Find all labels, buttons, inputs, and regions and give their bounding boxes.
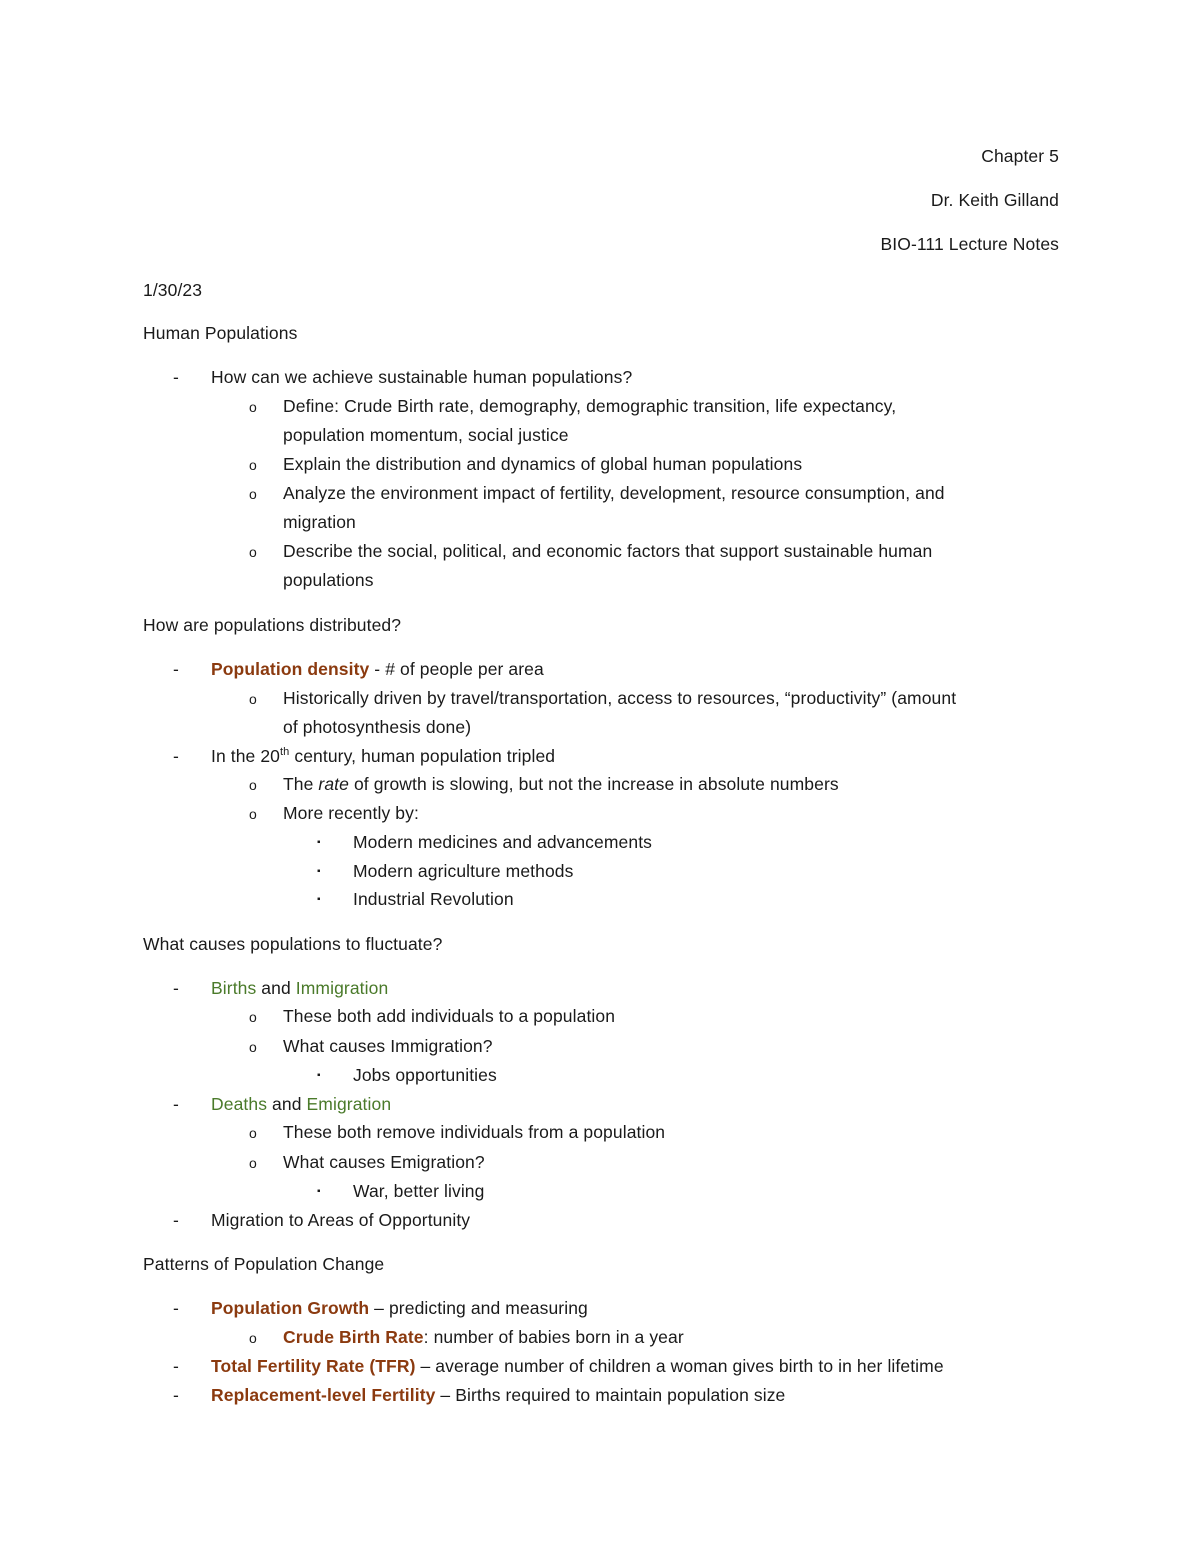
- term-definition: - # of people per area: [369, 659, 544, 679]
- list-item: These both remove individuals from a population: [283, 1122, 666, 1142]
- term-births: Births: [211, 978, 257, 998]
- list-item: Modern agriculture methods: [353, 861, 574, 881]
- list-item: [211, 1297, 588, 1319]
- list-item: Explain the distribution and dynamics of global human populations: [283, 454, 803, 474]
- text-fragment: The: [283, 774, 319, 794]
- author-label: Dr. Keith Gilland: [930, 190, 1059, 210]
- circle-bullet: o: [249, 1125, 257, 1141]
- list-item: War, better living: [353, 1181, 485, 1201]
- dash-bullet: -: [173, 1298, 179, 1318]
- term-population-growth: Population Growth: [211, 1298, 370, 1318]
- dash-bullet: -: [173, 1094, 179, 1114]
- list-item: Jobs opportunities: [353, 1065, 497, 1085]
- circle-bullet: o: [249, 806, 257, 822]
- term-definition: – Births required to maintain population size: [435, 1385, 786, 1405]
- term-emigration: Emigration: [306, 1094, 392, 1114]
- circle-bullet: o: [249, 486, 257, 502]
- term-deaths: Deaths: [211, 1094, 268, 1114]
- section-heading: What causes populations to fluctuate?: [143, 934, 443, 954]
- list-item: [283, 773, 839, 795]
- circle-bullet: o: [249, 777, 257, 793]
- list-item-continuation: populations: [283, 570, 374, 590]
- dash-bullet: -: [173, 659, 179, 679]
- term-definition: – predicting and measuring: [369, 1298, 588, 1318]
- section-heading: Human Populations: [143, 323, 298, 343]
- square-bullet: ▪: [317, 837, 321, 848]
- dash-bullet: -: [173, 1385, 179, 1405]
- list-item: [211, 1093, 391, 1115]
- square-bullet: ▪: [317, 894, 321, 905]
- list-item: Migration to Areas of Opportunity: [211, 1210, 471, 1230]
- list-item: [211, 1384, 785, 1406]
- text-fragment: century, human population tripled: [289, 746, 556, 766]
- term-population-density: Population density: [211, 659, 370, 679]
- square-bullet: ▪: [317, 866, 321, 877]
- superscript: th: [280, 746, 290, 759]
- text-fragment: and: [267, 1094, 307, 1114]
- list-item: Analyze the environment impact of fertility, development, resource consumption, and: [283, 483, 945, 503]
- text-fragment: In the 20: [211, 746, 281, 766]
- circle-bullet: o: [249, 1330, 257, 1346]
- dash-bullet: -: [173, 1356, 179, 1376]
- list-item: More recently by:: [283, 803, 419, 823]
- circle-bullet: o: [249, 544, 257, 560]
- square-bullet: ▪: [317, 1070, 321, 1081]
- list-item: What causes Emigration?: [283, 1152, 485, 1172]
- emphasis: rate: [318, 774, 349, 794]
- list-item-continuation: population momentum, social justice: [283, 425, 569, 445]
- course-label: BIO-111 Lecture Notes: [880, 234, 1059, 254]
- list-item: [211, 745, 555, 767]
- list-item-continuation: migration: [283, 512, 356, 532]
- circle-bullet: o: [249, 1009, 257, 1025]
- list-item: Industrial Revolution: [353, 889, 514, 909]
- term-immigration: Immigration: [295, 978, 389, 998]
- circle-bullet: o: [249, 1039, 257, 1055]
- list-item: What causes Immigration?: [283, 1036, 493, 1056]
- text-fragment: and: [256, 978, 296, 998]
- term-definition: – average number of children a woman gives birth to in her lifetime: [415, 1356, 944, 1376]
- list-item: [211, 1355, 944, 1377]
- section-heading: Patterns of Population Change: [143, 1254, 385, 1274]
- term-definition: : number of babies born in a year: [423, 1327, 684, 1347]
- dash-bullet: -: [173, 746, 179, 766]
- circle-bullet: o: [249, 457, 257, 473]
- list-item: [283, 1326, 684, 1348]
- dash-bullet: -: [173, 978, 179, 998]
- list-item: Define: Crude Birth rate, demography, demographic transition, life expectancy,: [283, 396, 897, 416]
- text-fragment: of growth is slowing, but not the increase in absolute numbers: [348, 774, 839, 794]
- list-item: These both add individuals to a population: [283, 1006, 616, 1026]
- section-heading: How are populations distributed?: [143, 615, 402, 635]
- list-item: Describe the social, political, and economic factors that support sustainable human: [283, 541, 933, 561]
- square-bullet: ▪: [317, 1186, 321, 1197]
- dash-bullet: -: [173, 367, 179, 387]
- term-crude-birth-rate: Crude Birth Rate: [283, 1327, 424, 1347]
- circle-bullet: o: [249, 1155, 257, 1171]
- term-replacement-level-fertility: Replacement-level Fertility: [211, 1385, 436, 1405]
- term-total-fertility-rate: Total Fertility Rate (TFR): [211, 1356, 416, 1376]
- circle-bullet: o: [249, 399, 257, 415]
- list-item: Historically driven by travel/transportation, access to resources, “productivity” (amount: [283, 688, 957, 708]
- dash-bullet: -: [173, 1210, 179, 1230]
- date-label: 1/30/23: [143, 280, 203, 300]
- list-item: [211, 658, 544, 680]
- list-item: How can we achieve sustainable human populations?: [211, 367, 633, 387]
- chapter-label: Chapter 5: [981, 146, 1059, 166]
- list-item-continuation: of photosynthesis done): [283, 717, 472, 737]
- circle-bullet: o: [249, 691, 257, 707]
- list-item: [211, 977, 388, 999]
- list-item: Modern medicines and advancements: [353, 832, 653, 852]
